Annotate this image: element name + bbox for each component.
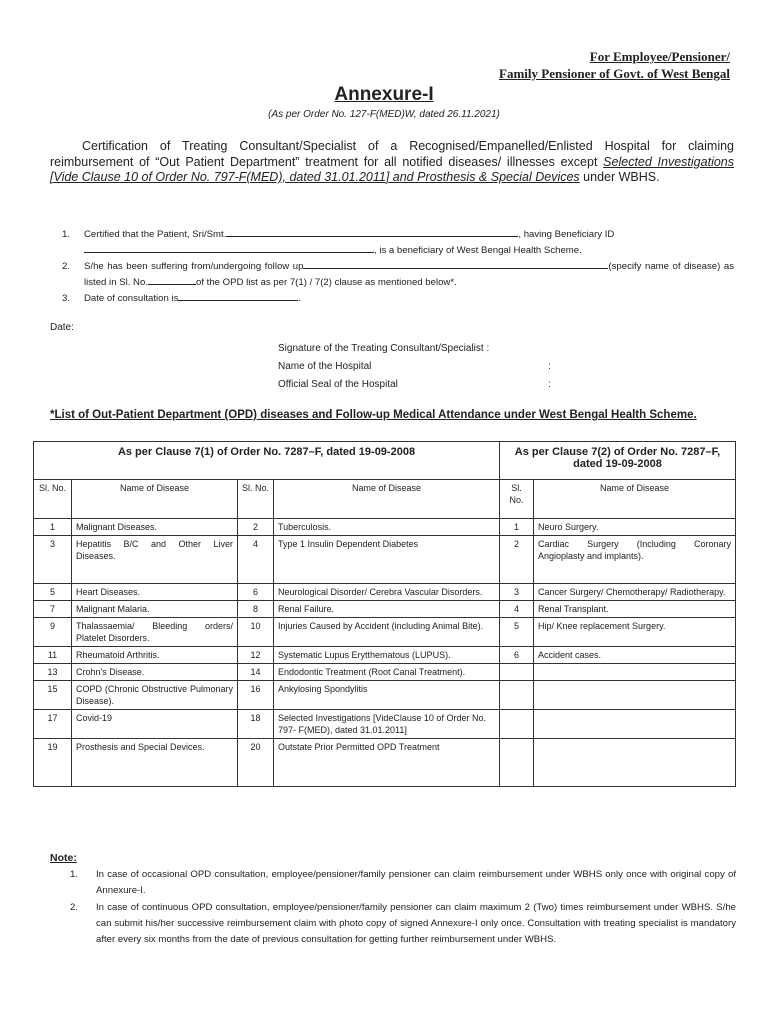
item-number: 3. xyxy=(62,293,71,304)
table-cell: 19 xyxy=(34,739,72,787)
note-number: 1. xyxy=(70,869,79,880)
table-row xyxy=(34,664,736,681)
table-cell xyxy=(534,710,736,739)
table-cell: Renal Failure. xyxy=(274,601,500,618)
table-cell: Injuries Caused by Accident (including Animal Bite). xyxy=(274,618,500,647)
table-cell: Prosthesis and Special Devices. xyxy=(72,739,238,787)
signature-row xyxy=(278,340,551,358)
table-row xyxy=(34,647,736,664)
table-cell: 9 xyxy=(34,618,72,647)
col-sl-no: Sl. No. xyxy=(238,480,274,519)
table-cell: 10 xyxy=(238,618,274,647)
table-cell xyxy=(534,681,736,710)
certification-text-2: under WBHS. xyxy=(579,170,660,184)
table-cell: 11 xyxy=(34,647,72,664)
item-text-part: , is a beneficiary of West Bengal Health Scheme. xyxy=(374,245,582,256)
table-cell: 17 xyxy=(34,710,72,739)
item-text-part: , having Beneficiary ID xyxy=(518,229,615,240)
note-text: In case of continuous OPD consultation, employee/pensioner/family pensioner can claim maximum 2 (Two) times reimbursement under WBHS. S/he can submit his/her successive reimbursement claim with photo copy of signed Annexure-I only once. Consultation with treating specialist is mandatory after every six months from the date of previous consultation for getting further reimbursement under WBHS. xyxy=(96,902,736,945)
item-text xyxy=(84,291,734,307)
clause-7-2-header: As per Clause 7(2) of Order No. 7287–F, dated 19-09-2008 xyxy=(500,442,736,480)
colon: : xyxy=(548,379,551,390)
table-cell: Covid-19 xyxy=(72,710,238,739)
table-cell: Crohn's Disease. xyxy=(72,664,238,681)
header-line-1: For Employee/Pensioner/ xyxy=(589,49,730,64)
table-cell: 5 xyxy=(34,584,72,601)
item-number: 2. xyxy=(62,261,71,272)
table-cell xyxy=(500,739,534,787)
item-text-part: Date of consultation is xyxy=(84,293,179,304)
note-title: Note: xyxy=(50,852,77,864)
item-text xyxy=(84,259,734,291)
table-cell: 2 xyxy=(238,519,274,536)
item-text-part: of the OPD list as per 7(1) / 7(2) clause as mentioned below*. xyxy=(196,277,457,288)
table-cell: Selected Investigations [VideClause 10 of Order No. 797- F(MED), dated 31.01.2011] xyxy=(274,710,500,739)
hospital-seal-row xyxy=(278,376,551,394)
table-group-header xyxy=(34,442,736,480)
table-cell: Outstate Prior Permitted OPD Treatment xyxy=(274,739,500,787)
col-disease-name: Name of Disease xyxy=(534,480,736,519)
col-sl-no: Sl. No. xyxy=(500,480,534,519)
signature-label: Signature of the Treating Consultant/Specialist : xyxy=(278,343,490,354)
clause-7-1-header: As per Clause 7(1) of Order No. 7287–F, dated 19-09-2008 xyxy=(34,442,500,480)
table-cell: 13 xyxy=(34,664,72,681)
item-text-part: . xyxy=(298,293,302,304)
hospital-name-row xyxy=(278,358,551,376)
table-cell: 6 xyxy=(238,584,274,601)
table-row xyxy=(34,739,736,787)
table-cell: 14 xyxy=(238,664,274,681)
beneficiary-id-blank xyxy=(84,243,374,253)
table-cell: 2 xyxy=(500,536,534,584)
list-item xyxy=(70,867,736,899)
table-cell: 5 xyxy=(500,618,534,647)
table-cell: Malignant Diseases. xyxy=(72,519,238,536)
list-item xyxy=(62,227,734,259)
note-number: 2. xyxy=(70,902,79,913)
table-row xyxy=(34,618,736,647)
table-row xyxy=(34,681,736,710)
table-cell: Thalassaemia/ Bleeding orders/ Platelet Disorders. xyxy=(72,618,238,647)
order-reference: (As per Order No. 127-F(MED)W, dated 26.11.2021) xyxy=(268,109,500,120)
table-cell: 1 xyxy=(500,519,534,536)
table-cell: Ankylosing Spondylitis xyxy=(274,681,500,710)
table-cell: 4 xyxy=(500,601,534,618)
col-disease-name: Name of Disease xyxy=(274,480,500,519)
table-cell xyxy=(500,664,534,681)
table-column-header xyxy=(34,480,736,519)
table-row xyxy=(34,710,736,739)
table-cell: COPD (Chronic Obstructive Pulmonary Disease). xyxy=(72,681,238,710)
table-cell xyxy=(534,739,736,787)
item-text xyxy=(84,227,734,259)
table-cell xyxy=(500,710,534,739)
hospital-name-label: Name of the Hospital xyxy=(278,361,372,372)
item-text-part: S/he has been suffering from/undergoing follow up xyxy=(84,261,304,272)
table-cell: Cardiac Surgery (Including Coronary Angioplasty and implants). xyxy=(534,536,736,584)
table-cell: Malignant Malaria. xyxy=(72,601,238,618)
table-row xyxy=(34,601,736,618)
table-cell: 1 xyxy=(34,519,72,536)
certification-items xyxy=(62,227,734,307)
table-cell: Neuro Surgery. xyxy=(534,519,736,536)
table-cell: Neurological Disorder/ Cerebra Vascular Disorders. xyxy=(274,584,500,601)
consultation-date-blank xyxy=(178,291,298,301)
table-cell: Rheumatoid Arthritis. xyxy=(72,647,238,664)
header-line-2: Family Pensioner of Govt. of West Bengal xyxy=(499,66,730,81)
table-row xyxy=(34,536,736,584)
table-cell: 3 xyxy=(34,536,72,584)
table-cell: 15 xyxy=(34,681,72,710)
col-sl-no: Sl. No. xyxy=(34,480,72,519)
table-cell: 18 xyxy=(238,710,274,739)
table-cell: Type 1 Insulin Dependent Diabetes xyxy=(274,536,500,584)
note-text: In case of occasional OPD consultation, employee/pensioner/family pensioner can claim reimbursement under WBHS only once with original copy of Annexure-I. xyxy=(96,869,736,896)
table-cell: 6 xyxy=(500,647,534,664)
table-cell: 4 xyxy=(238,536,274,584)
table-cell: 16 xyxy=(238,681,274,710)
list-item xyxy=(62,291,734,307)
patient-name-blank xyxy=(226,227,518,237)
table-cell: 3 xyxy=(500,584,534,601)
table-cell: Cancer Surgery/ Chemotherapy/ Radiotherapy. xyxy=(534,584,736,601)
table-cell: Tuberculosis. xyxy=(274,519,500,536)
table-cell: 12 xyxy=(238,647,274,664)
opd-disease-table xyxy=(33,441,736,787)
table-cell: Renal Transplant. xyxy=(534,601,736,618)
disease-name-blank xyxy=(303,259,608,269)
colon: : xyxy=(548,361,551,372)
table-row xyxy=(34,584,736,601)
signature-block xyxy=(278,340,551,394)
list-item xyxy=(62,259,734,291)
table-cell: Heart Diseases. xyxy=(72,584,238,601)
table-cell: Hepatitis B/C and Other Liver Diseases. xyxy=(72,536,238,584)
certification-exclusions: Selected Investigations [Vide Clause 10 of Order No. 797-F(MED), dated 31.01.2011] and Prosthesis & Special Devices xyxy=(50,154,734,184)
serial-number-blank xyxy=(148,275,196,285)
certification-paragraph xyxy=(50,139,734,186)
certification-text-1: Certification of Treating Consultant/Specialist of a Recognised/Empanelled/Enlisted Hospital for claiming reimbursement of “Out Patient Department” treatment for all notified diseases/ illnesses except xyxy=(50,139,734,169)
table-cell: 7 xyxy=(34,601,72,618)
hospital-seal-label: Official Seal of the Hospital xyxy=(278,379,398,390)
item-text-part: (specify name of disease) as listed in Sl. No. xyxy=(84,261,734,288)
table-cell: Systematic Lupus Erytthematous (LUPUS). xyxy=(274,647,500,664)
item-number: 1. xyxy=(62,229,71,240)
list-item xyxy=(70,900,736,948)
notes-list xyxy=(70,867,736,949)
table-cell: 8 xyxy=(238,601,274,618)
applicability-header xyxy=(499,48,730,82)
table-cell: 20 xyxy=(238,739,274,787)
table-cell: Hip/ Knee replacement Surgery. xyxy=(534,618,736,647)
table-cell xyxy=(500,681,534,710)
date-label: Date: xyxy=(50,322,74,333)
table-row xyxy=(34,519,736,536)
table-cell xyxy=(534,664,736,681)
item-text-part: Certified that the Patient, Sri/Smt. xyxy=(84,229,227,240)
col-disease-name: Name of Disease xyxy=(72,480,238,519)
page-title: Annexure-I xyxy=(334,84,434,105)
opd-list-title: *List of Out-Patient Department (OPD) diseases and Follow-up Medical Attendance under West Bengal Health Scheme. xyxy=(50,409,697,421)
table-cell: Endodontic Treatment (Root Canal Treatment). xyxy=(274,664,500,681)
table-cell: Accident cases. xyxy=(534,647,736,664)
